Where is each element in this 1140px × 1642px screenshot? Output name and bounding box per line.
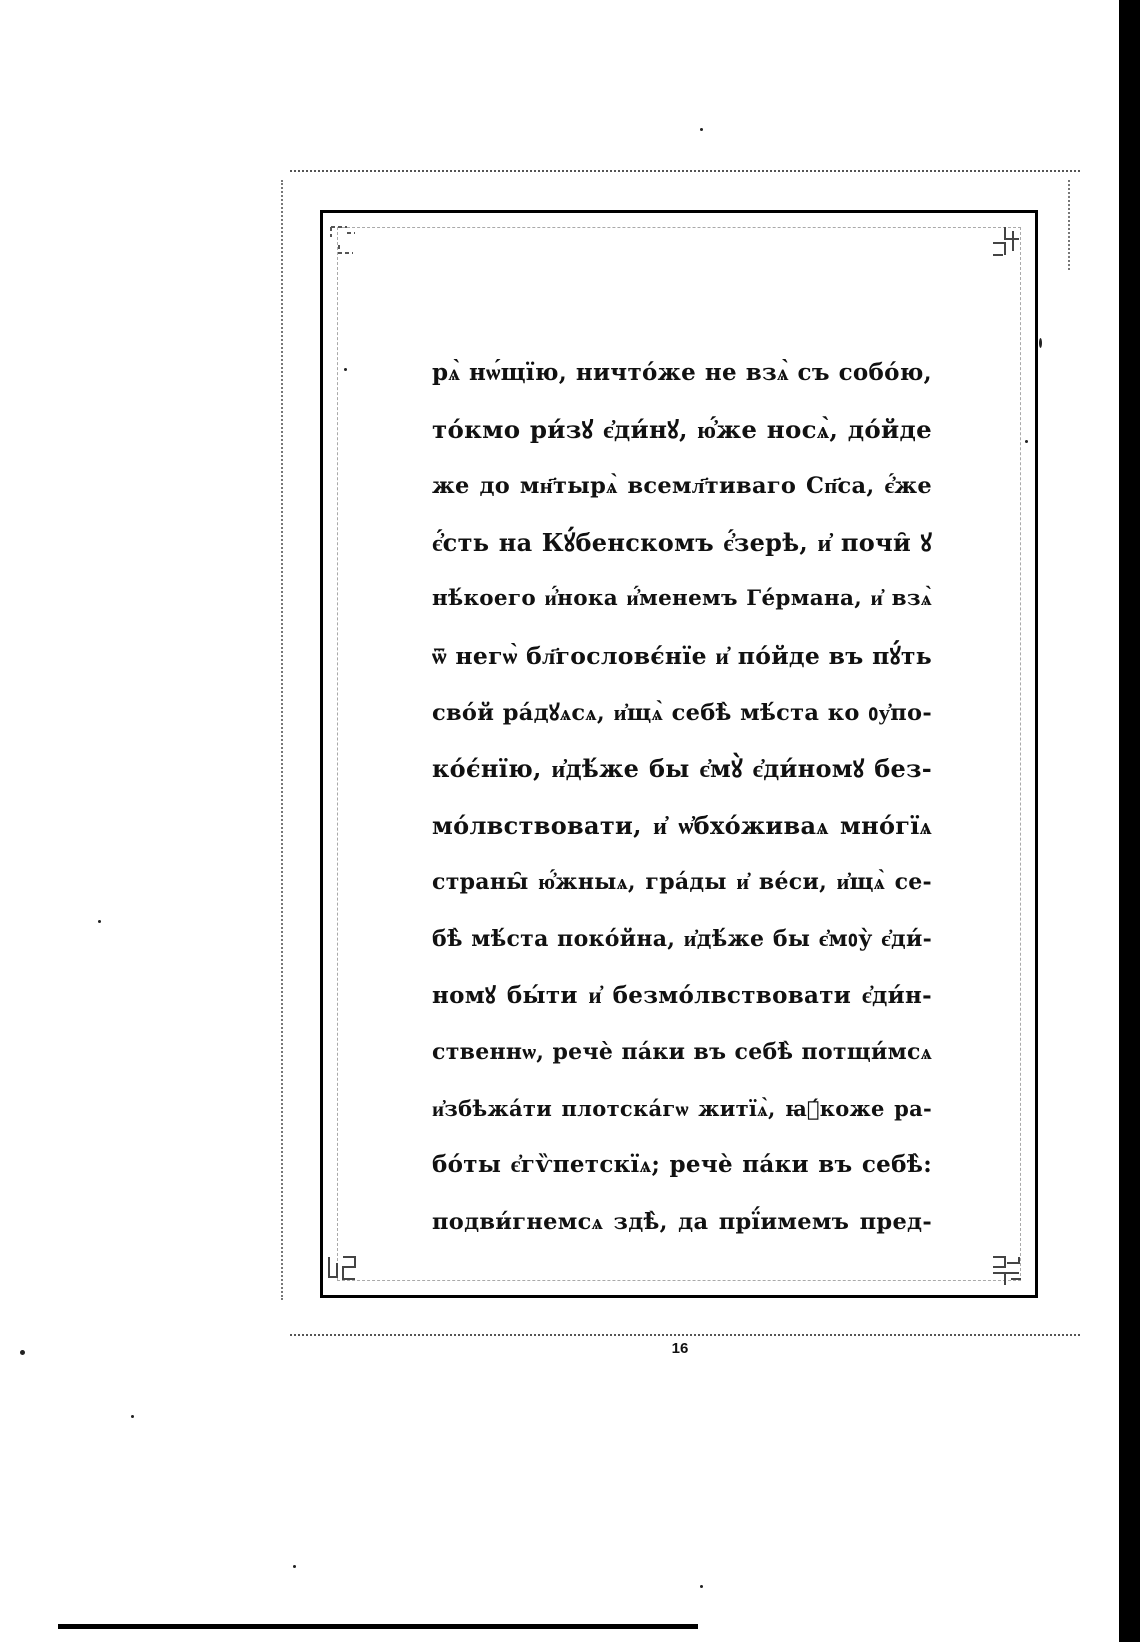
text-line: є҆́сть на Кꙋ́бенскомъ є҆́зерѣ, и҆ почи̑ ꙋ — [432, 527, 932, 557]
top-dotted-rule — [290, 170, 1080, 172]
text-line: ко́є́нїю, и҆дѣ́же бы є҆мꙋ̀ є҆ди́номꙋ без- — [432, 754, 932, 784]
scan-speck — [1039, 338, 1042, 348]
bottom-dotted-rule — [290, 1334, 1080, 1336]
text-line: сво́й ра́дꙋѧсѧ, и҆щѧ̀ себѣ̀ мѣ́ста ко ᲂу҆по- — [432, 699, 932, 726]
text-line: нѣ́коего и҆́нока и҆́менемъ Ге́рмана, и҆ взѧ̀ — [432, 586, 932, 612]
corner-ornament-top-right — [989, 223, 1023, 257]
right-dotted-guide — [1068, 180, 1070, 270]
page-number: 16 — [671, 1340, 689, 1357]
text-line: ственнѡ, речѐ па́ки въ себѣ̀ потщи́мсѧ — [432, 1039, 932, 1066]
left-dotted-guide — [281, 180, 283, 1300]
scan-speck — [20, 1350, 25, 1355]
scan-bottom-rule — [58, 1624, 698, 1629]
scan-speck — [98, 920, 101, 923]
scan-speck — [293, 1565, 296, 1568]
text-line: ѿ негѡ̀ бл҃гословє́нїе и҆ по́йде въ пꙋ́ть — [432, 641, 932, 670]
scan-speck — [700, 128, 703, 131]
text-line: рѧ̀ нѡ́щїю, ничто́же не взѧ̀ съ собо́ю, — [432, 359, 932, 386]
text-line: бо́ты є҆гѷпетскїѧ; речѐ па́ки въ себѣ̀: — [432, 1151, 932, 1179]
text-line: мо́лвствовати, и҆ ѡ҆бхо́живаѧ мно́гїѧ — [432, 810, 932, 840]
scan-speck — [700, 1585, 703, 1588]
text-line: же до мн҃тырѧ̀ всемл҃тиваго Сп҃са, є҆́же — [432, 473, 932, 500]
corner-ornament-bottom-left — [325, 1253, 359, 1287]
text-line: подви́гнемсѧ здѣ̀, да прї́имемъ пред- — [432, 1208, 932, 1235]
corner-ornament-bottom-right — [989, 1253, 1023, 1287]
text-line: бѣ̀ мѣ́ста поко́йна, и҆дѣ́же бы є҆мᲂу̀ є҆ди́- — [432, 925, 932, 952]
text-line: и҆збѣжа́ти плотска́гѡ житїѧ̀, ꙗ҆́коже ра- — [432, 1095, 932, 1121]
text-line: страны̑ ю҆́жныѧ, гра́ды и҆ ве́си, и҆щѧ̀ се- — [432, 869, 932, 896]
scan-edge-shadow — [1119, 0, 1140, 1642]
text-line: то́кмо ри́зꙋ є҆ди́нꙋ, ю҆́же носѧ̀, до́йде — [432, 414, 932, 444]
body-text — [432, 345, 932, 1251]
corner-ornament-top-left — [325, 223, 359, 257]
text-line: номꙋ бы́ти и҆ безмо́лвствовати є҆ди́н- — [432, 981, 932, 1009]
scan-speck — [131, 1415, 134, 1418]
